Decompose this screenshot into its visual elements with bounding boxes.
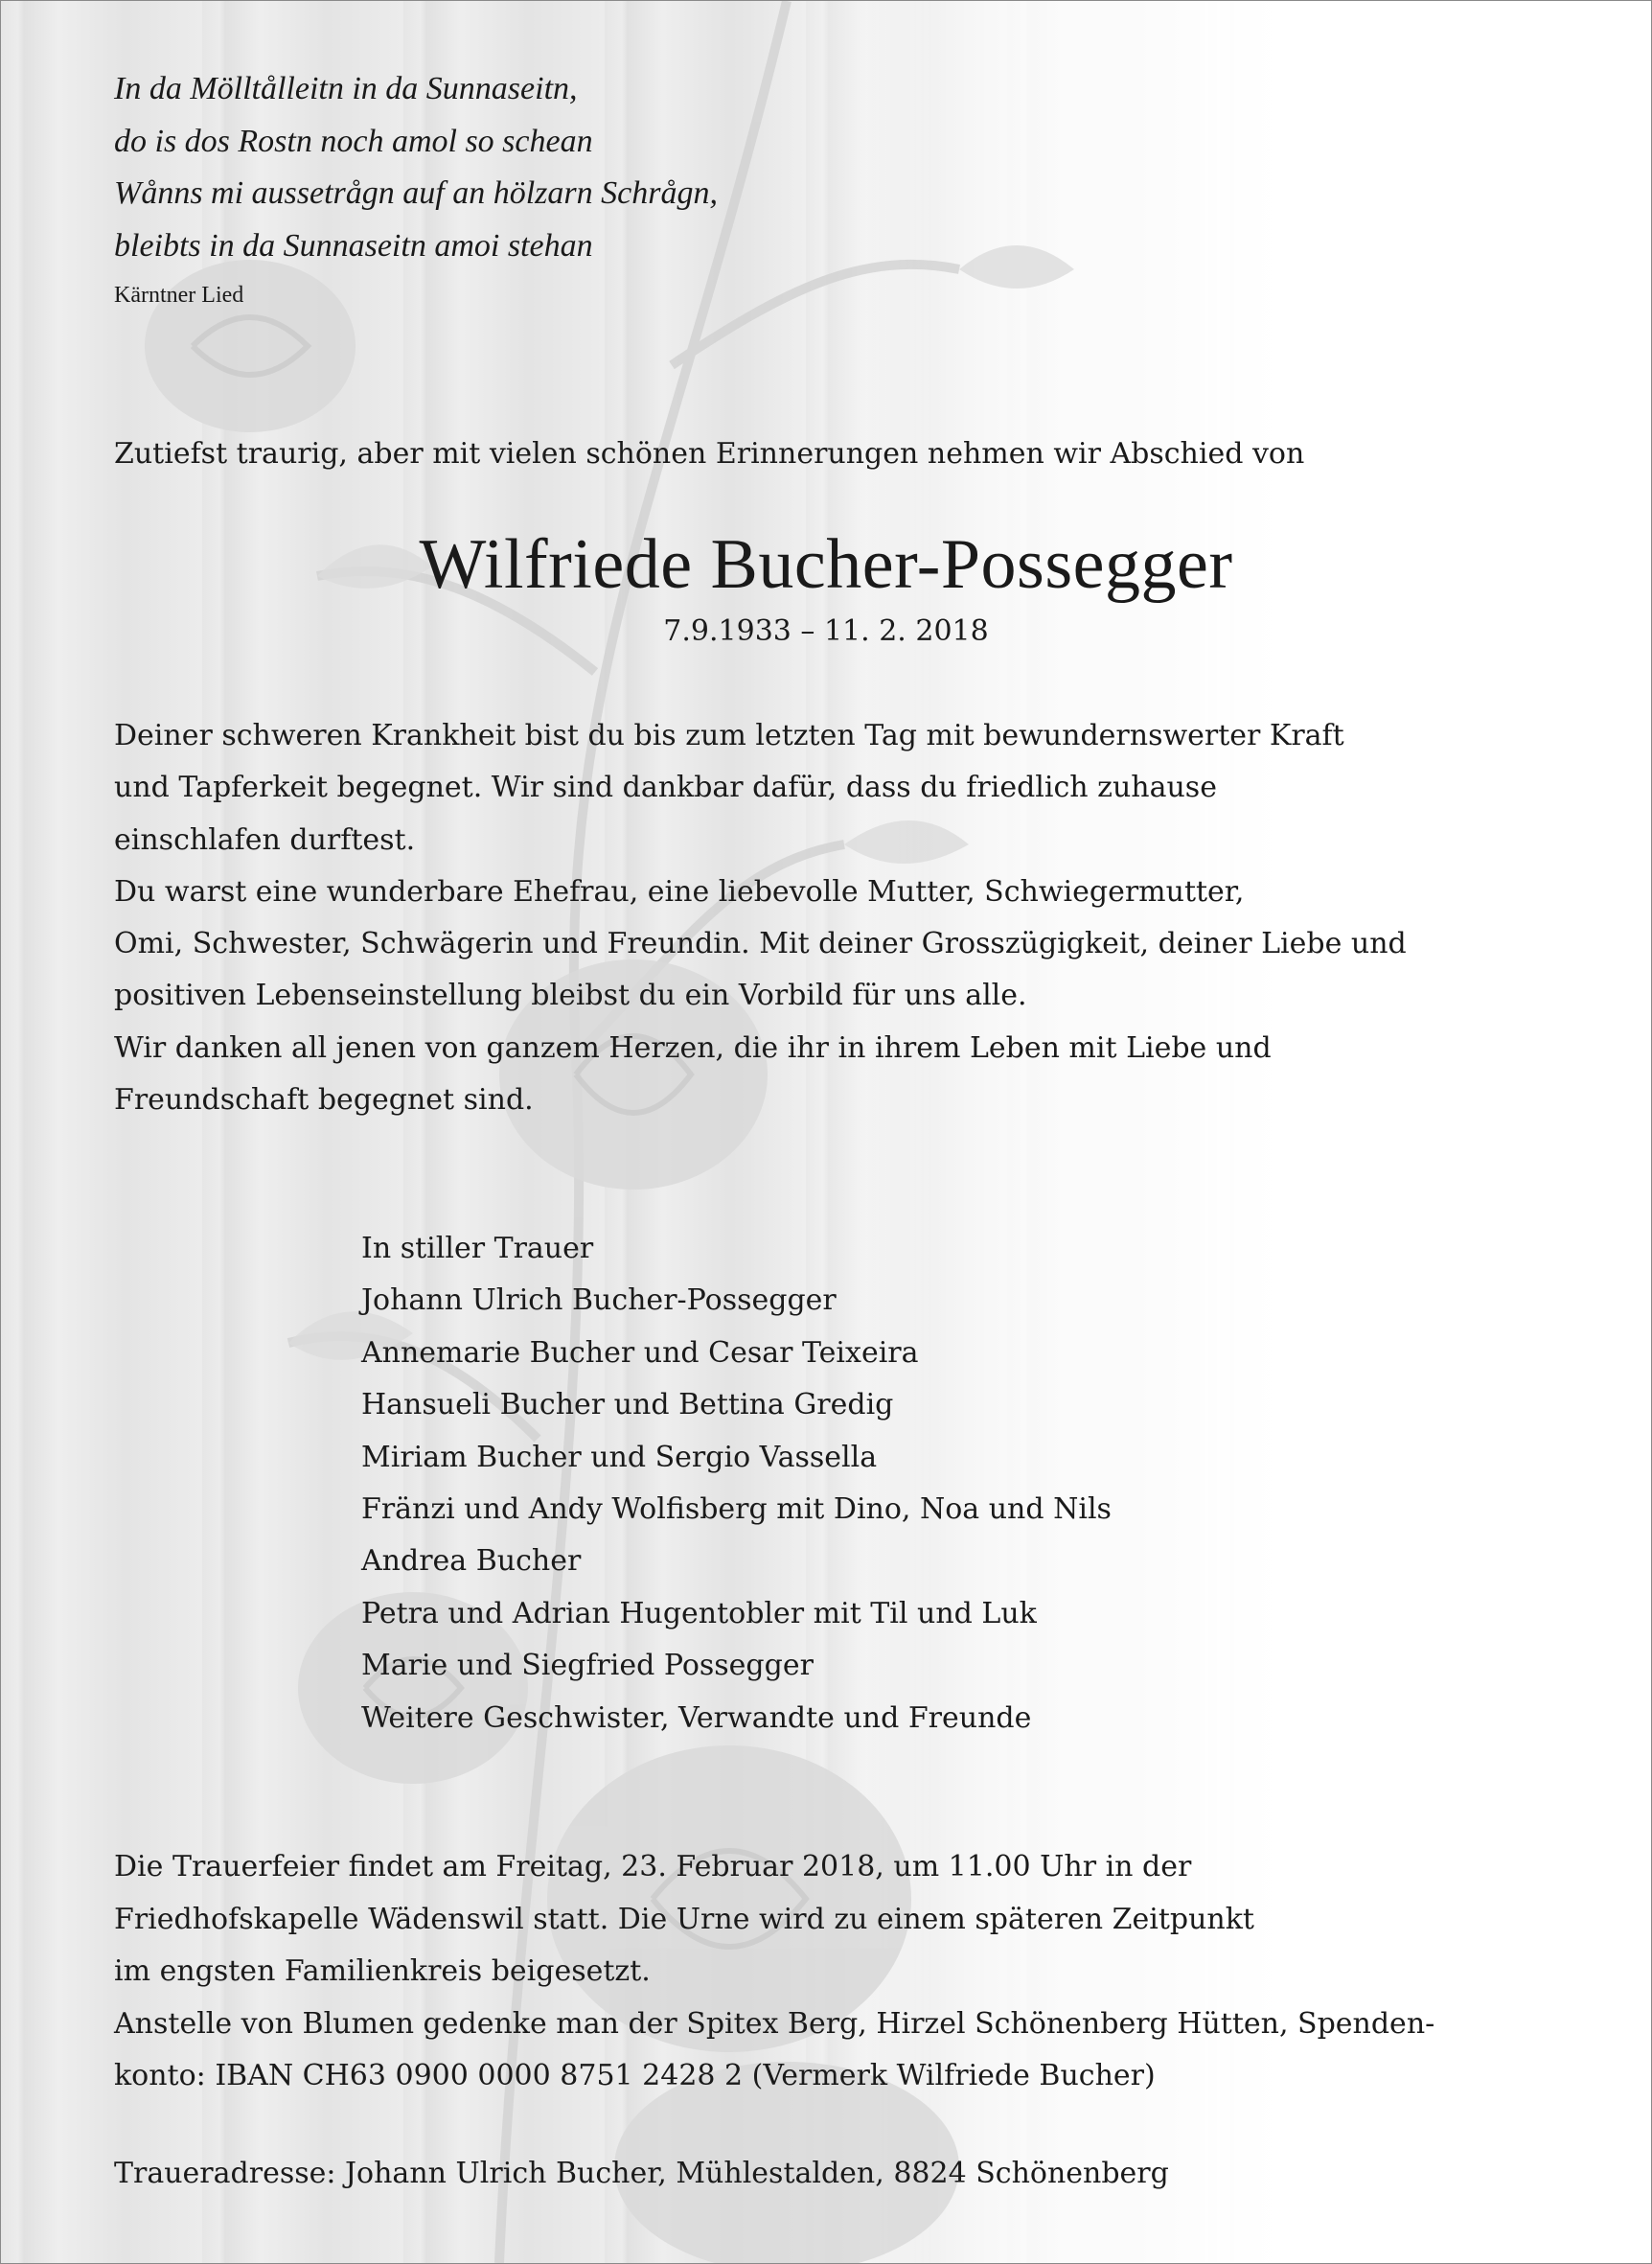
poem-line: Wånns mi aussetrågn auf an hölzarn Schrågn,	[114, 175, 718, 211]
tribute-line: Freundschaft begegnet sind.	[114, 1083, 534, 1118]
life-dates: 7.9.1933 – 11. 2. 2018	[663, 614, 989, 648]
poem-line: In da Mölltålleitn in da Sunnaseitn,	[114, 71, 578, 106]
mourner-entry: Annemarie Bucher und Cesar Teixeira	[361, 1335, 919, 1370]
poem	[114, 63, 718, 272]
tribute-line: und Tapferkeit begegnet. Wir sind dankbar dafür, dass du friedlich zuhause	[114, 771, 1217, 805]
mourners-heading: In stiller Trauer	[361, 1232, 594, 1265]
tribute-line: Du warst eine wunderbare Ehefrau, eine liebevolle Mutter, Schwiegermutter,	[114, 874, 1245, 909]
intro-text: Zutiefst traurig, aber mit vielen schönen Erinnerungen nehmen wir Abschied von	[114, 437, 1305, 471]
donation-line: Anstelle von Blumen gedenke man der Spitex Berg, Hirzel Schönenberg Hütten, Spenden-	[114, 2006, 1435, 2041]
mourner-entry: Andrea Bucher	[361, 1544, 582, 1579]
mourner-entry: Hansueli Bucher und Bettina Gredig	[361, 1388, 894, 1422]
mourner-entry: Marie und Siegfried Possegger	[361, 1649, 814, 1683]
tribute-line: Deiner schweren Krankheit bist du bis zum letzten Tag mit bewundernswerter Kraft	[114, 719, 1344, 752]
service-line: Die Trauerfeier findet am Freitag, 23. Februar 2018, um 11.00 Uhr in der	[114, 1850, 1192, 1883]
mourner-entry: Johann Ulrich Bucher-Possegger	[361, 1283, 837, 1318]
mourner-entry: Fränzi und Andy Wolfisberg mit Dino, Noa und Nils	[361, 1492, 1112, 1527]
service-line: im engsten Familienkreis beigesetzt.	[114, 1954, 651, 1988]
mourner-entry: Weitere Geschwister, Verwandte und Freunde	[361, 1700, 1032, 1735]
tribute-line: einschlafen durftest.	[114, 822, 416, 857]
service-info	[114, 1841, 1434, 2103]
tribute-line: positiven Lebenseinstellung bleibst du ein Vorbild für uns alle.	[114, 979, 1027, 1013]
poem-source: Kärntner Lied	[114, 283, 244, 308]
deceased-name: Wilfriede Bucher-Possegger	[419, 525, 1233, 604]
mourners-list	[361, 1223, 1112, 1744]
poem-line: bleibts in da Sunnaseitn amoi stehan	[114, 227, 593, 264]
tribute-line: Wir danken all jenen von ganzem Herzen, die ihr in ihrem Leben mit Liebe und	[114, 1030, 1272, 1065]
tribute-text	[114, 710, 1407, 1126]
mourner-entry: Petra und Adrian Hugentobler mit Til und Luk	[361, 1596, 1037, 1630]
mourner-entry: Miriam Bucher und Sergio Vassella	[361, 1440, 878, 1474]
donation-line: konto: IBAN CH63 0900 0000 8751 2428 2 (Vermerk Wilfriede Bucher)	[114, 2059, 1156, 2092]
poem-line: do is dos Rostn noch amol so schean	[114, 123, 593, 159]
tribute-line: Omi, Schwester, Schwägerin und Freundin. Mit deiner Grosszügigkeit, deiner Liebe und	[114, 927, 1407, 961]
mourning-address: Traueradresse: Johann Ulrich Bucher, Mühlestalden, 8824 Schönenberg	[114, 2157, 1169, 2190]
service-line: Friedhofskapelle Wädenswil statt. Die Urne wird zu einem späteren Zeitpunkt	[114, 1902, 1254, 1936]
